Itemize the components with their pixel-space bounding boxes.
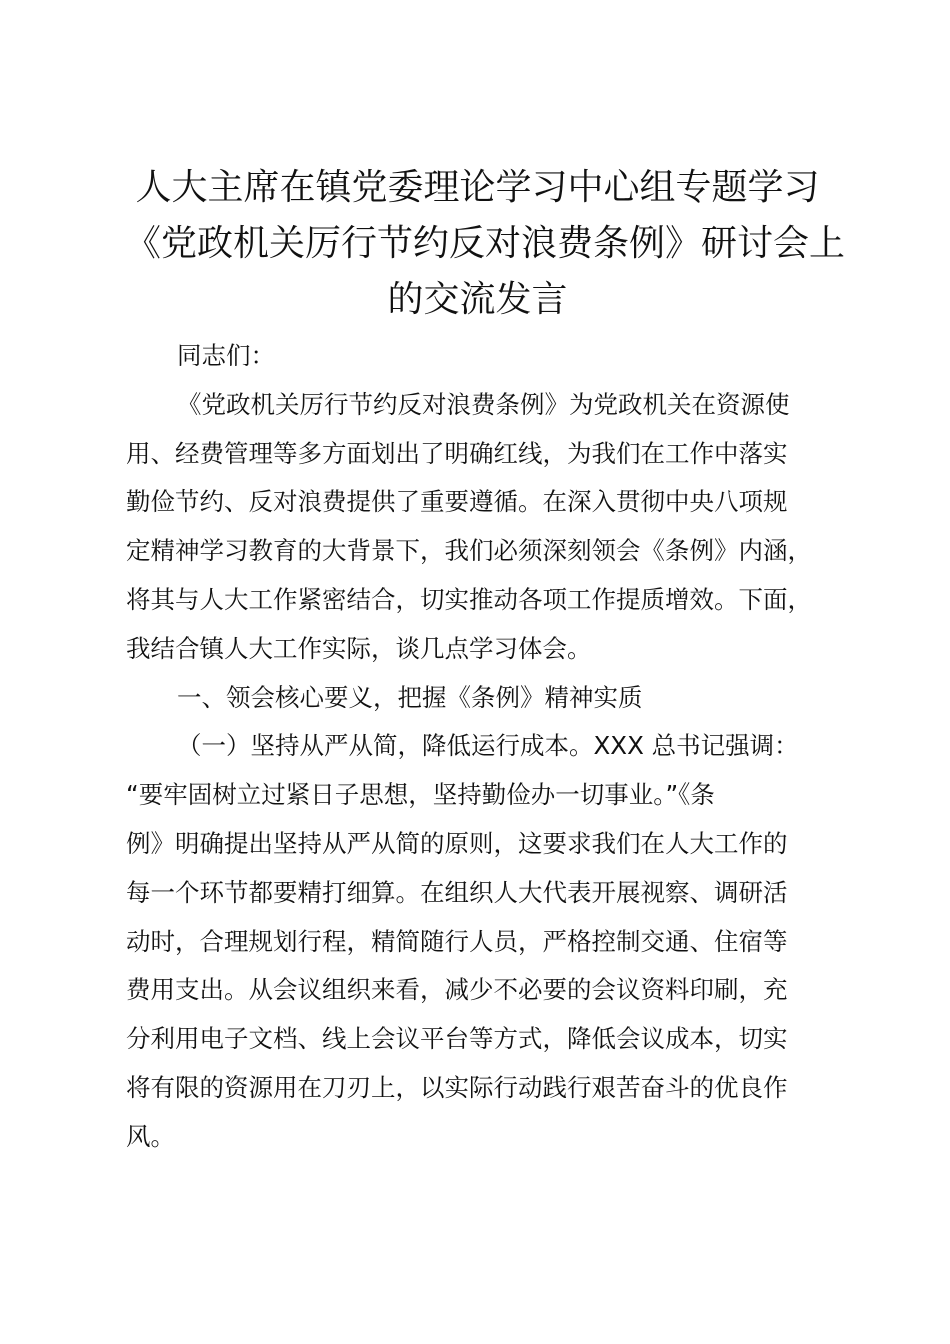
subsection-line-3: 例》明确提出坚持从严从简的原则，这要求我们在人大工作的 — [126, 828, 788, 858]
intro-line-5: 将其与人大工作紧密结合，切实推动各项工作提质增效。下面， — [126, 584, 812, 614]
title-line-1: 人大主席在镇党委理论学习中心组专题学习 — [135, 167, 820, 208]
subsection-line-1: （一）坚持从严从简，降低运行成本。XXX 总书记强调： — [177, 731, 799, 761]
title-line-2: 《党政机关厉行节约反对浪费条例》研讨会上 — [125, 223, 846, 264]
intro-line-2: 用、经费管理等多方面划出了明确红线，为我们在工作中落实 — [126, 438, 788, 468]
section-heading: 一、领会核心要义，把握《条例》精神实质 — [177, 682, 643, 712]
subsection-line-9: 风。 — [126, 1121, 175, 1151]
subsection-line-5: 动时，合理规划行程，精简随行人员，严格控制交通、住宿等 — [126, 926, 788, 956]
subsection-line-4: 每一个环节都要精打细算。在组织人大代表开展视察、调研活 — [126, 877, 788, 907]
subsection-line-8: 将有限的资源用在刀刃上，以实际行动践行艰苦奋斗的优良作 — [126, 1072, 788, 1102]
subsection-line-6: 费用支出。从会议组织来看，减少不必要的会议资料印刷，充 — [126, 975, 788, 1005]
document-body — [126, 332, 846, 1162]
intro-line-4: 定精神学习教育的大背景下，我们必须深刻领会《条例》内涵， — [126, 536, 812, 566]
salutation: 同志们： — [177, 341, 275, 370]
subsection-line-2: “要牢固树立过紧日子思想，坚持勤俭办一切事业。”《条 — [126, 780, 715, 810]
document-title — [125, 160, 846, 328]
intro-line-3: 勤俭节约、反对浪费提供了重要遵循。在深入贯彻中央八项规 — [126, 487, 788, 517]
intro-line-1: 《党政机关厉行节约反对浪费条例》为党政机关在资源使 — [177, 389, 790, 419]
subsection-paragraph — [126, 722, 846, 1161]
subsection-line-7: 分利用电子文档、线上会议平台等方式，降低会议成本，切实 — [126, 1024, 788, 1054]
intro-paragraph — [126, 381, 846, 674]
intro-line-6: 我结合镇人大工作实际，谈几点学习体会。 — [126, 633, 592, 663]
title-line-3: 的交流发言 — [387, 279, 568, 320]
